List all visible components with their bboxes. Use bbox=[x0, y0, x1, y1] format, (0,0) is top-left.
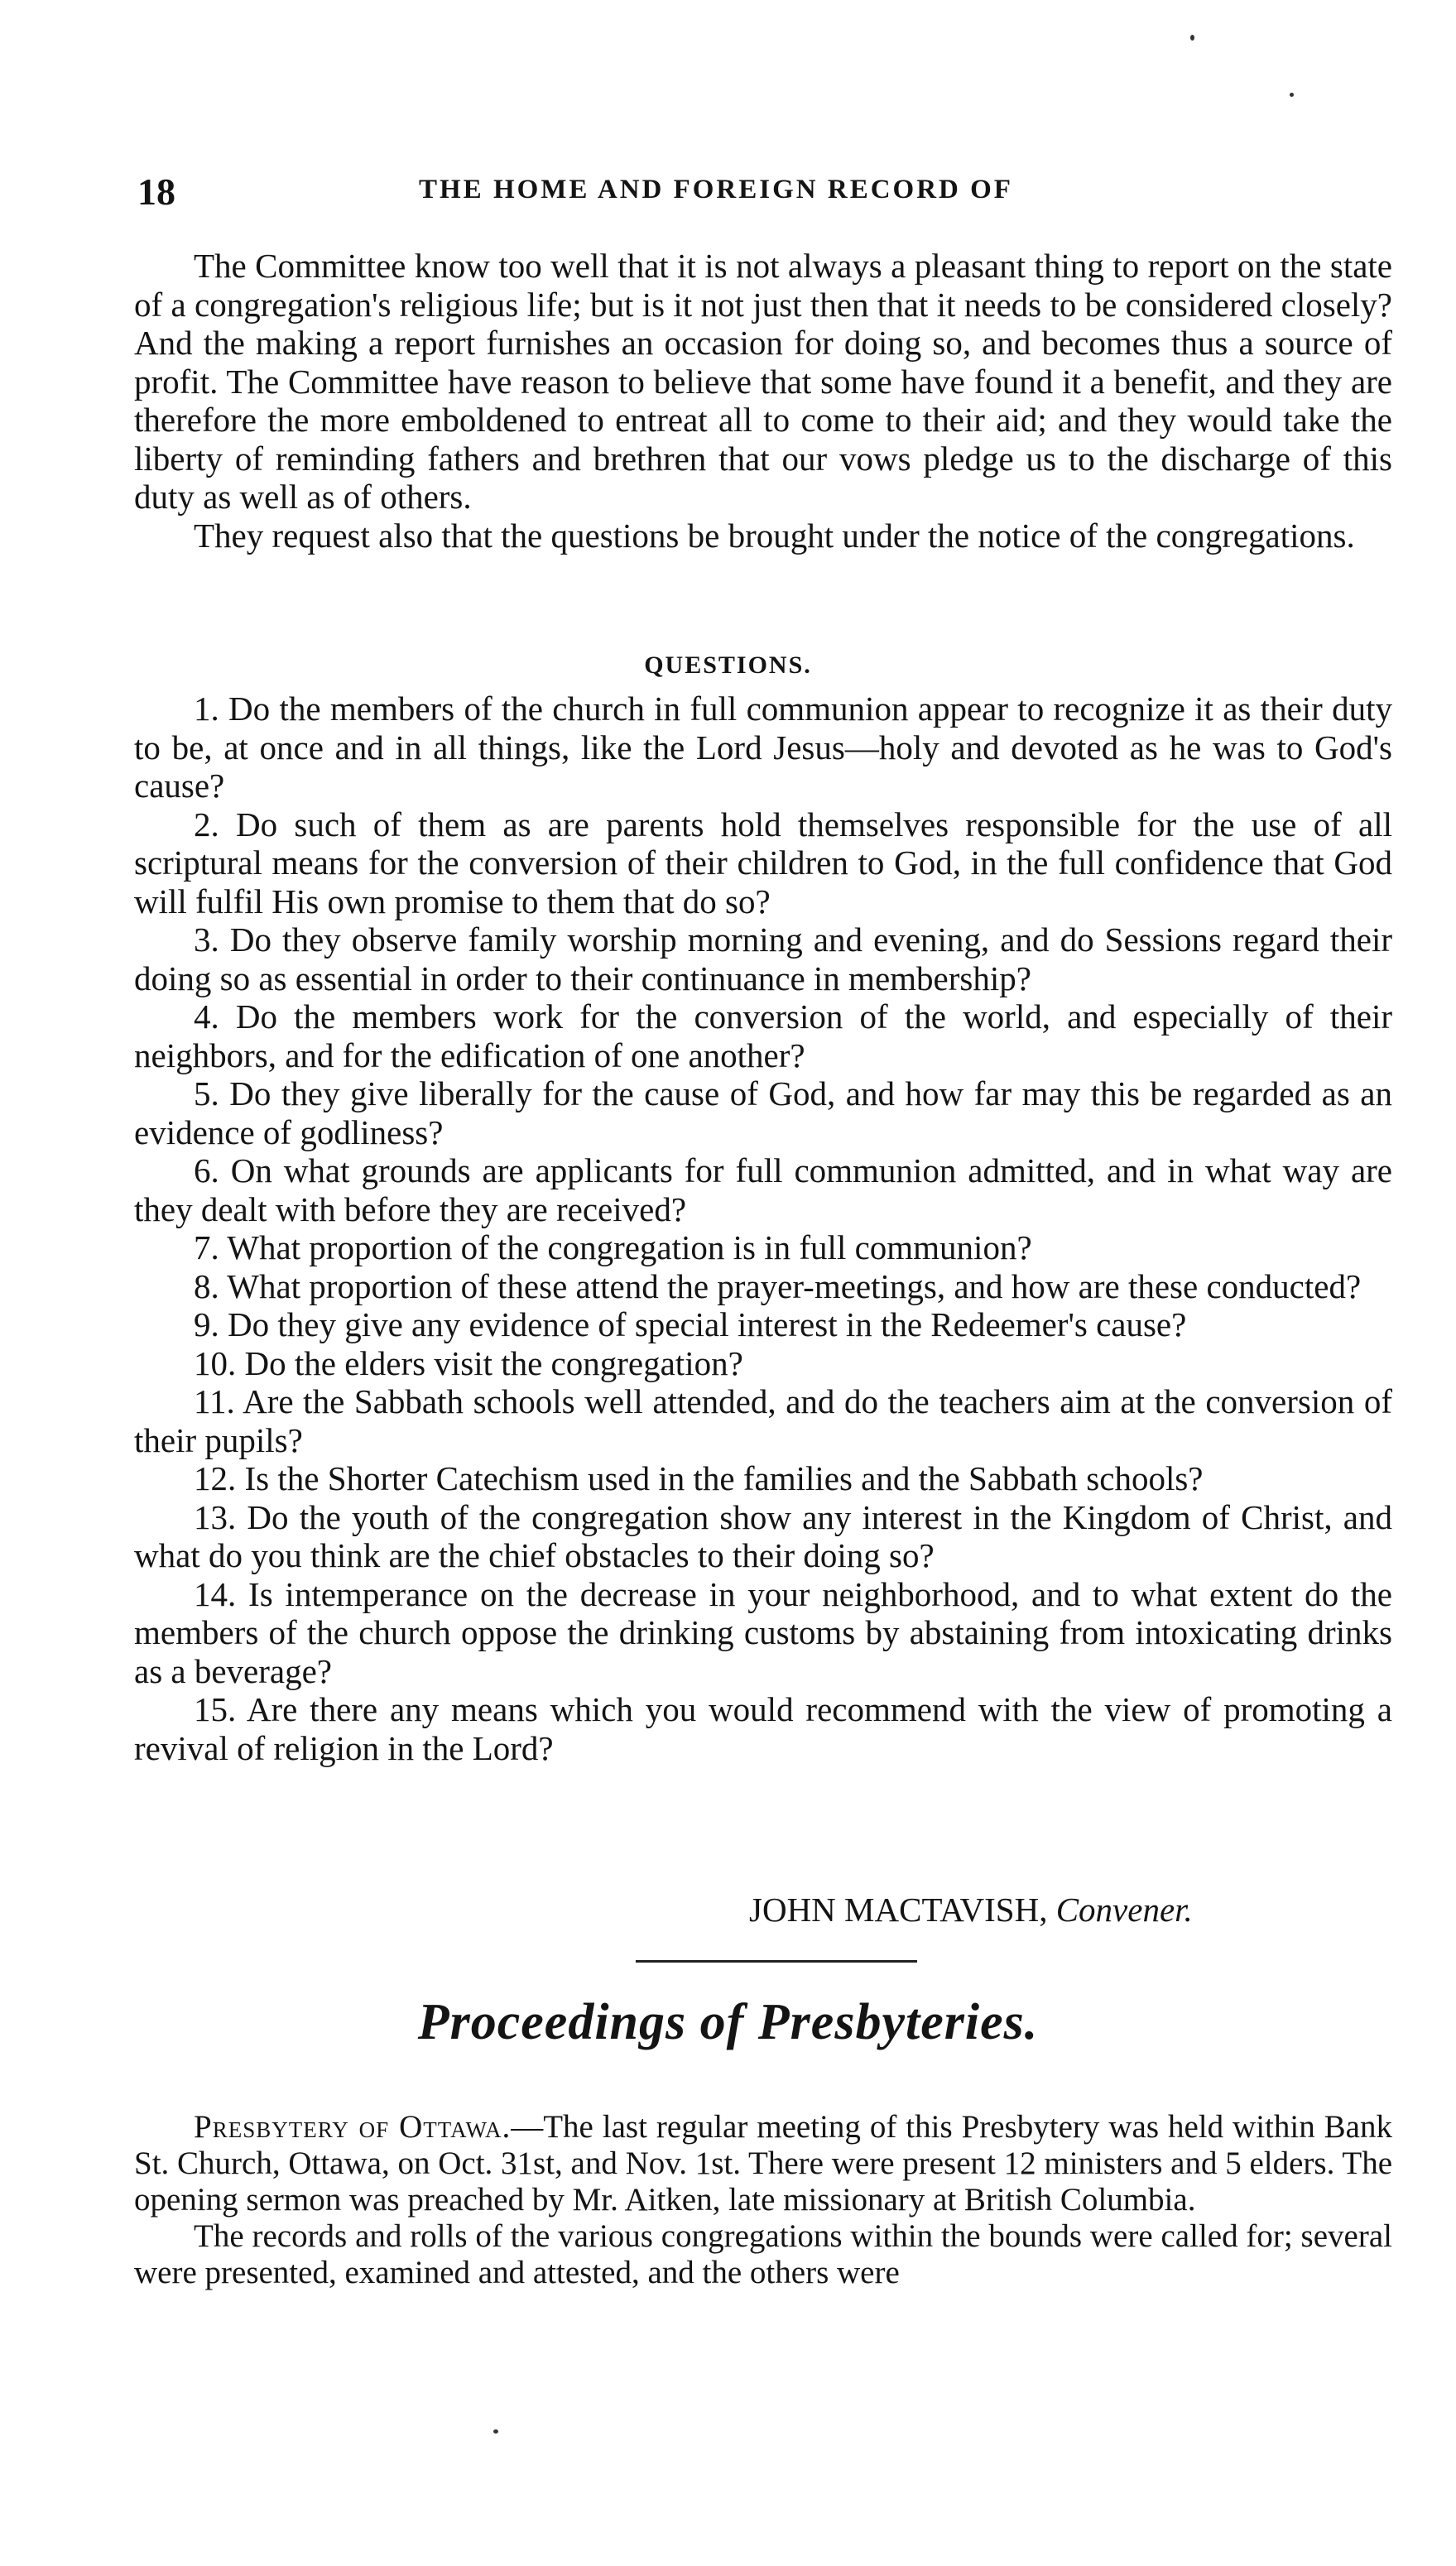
question-item: 1. Do the members of the church in full communion appear to recognize it as their duty to be, at once and in all things, like the Lord Jesus—holy and devoted as he was to God's cause? bbox=[134, 690, 1392, 805]
question-item: 9. Do they give any evidence of special interest in the Redeemer's cause? bbox=[194, 1305, 1187, 1343]
question-item: 4. Do the members work for the conversion of the world, and especially of their neighbors, and for the edification of one another? bbox=[134, 997, 1392, 1074]
question-item: 13. Do the youth of the congregation show any interest in the Kingdom of Christ, and what do you think are the chief obstacles to their doing so? bbox=[134, 1497, 1392, 1574]
proceedings-paragraph bbox=[134, 2109, 1392, 2218]
question-item: 2. Do such of them as are parents hold themselves responsible for the use of all scriptural means for the conversion of their children to God, in the full confidence that God will fulfil His own promise to them that do so? bbox=[134, 805, 1392, 920]
intro-paragraph: They request also that the questions be brought under the notice of the congregations. bbox=[194, 516, 1355, 555]
question-item: 15. Are there any means which you would recommend with the view of promoting a revival of religion in the Lord? bbox=[134, 1690, 1392, 1767]
questions-heading: QUESTIONS. bbox=[644, 651, 812, 679]
section-heading: Proceedings of Presbyteries. bbox=[417, 1994, 1039, 2050]
question-item: 8. What proportion of these attend the prayer-meetings, and how are these conducted? bbox=[194, 1266, 1362, 1305]
question-item: 14. Is intemperance on the decrease in your neighborhood, and to what extent do the members of the church oppose the drinking customs by abstaining from intoxicating drinks as a beverage? bbox=[134, 1574, 1392, 1690]
proceedings-text: —The last regular meeting of this Presbytery was held within Bank St. Church, Ottawa, on Oct. 31st, and Nov. 1st. There were present 12 ministers and 5 elders. The opening sermon was preached by Mr. Aitken, late missionary at British Columbia. bbox=[134, 2109, 1392, 2218]
intro-paragraph: The Committee know too well that it is not always a pleasant thing to report on the state of a congregation's religious life; but is it not just then that it needs to be considered closely? And the making a report furnishes an occasion for doing so, and becomes thus a source of profit. The Committee have reason to believe that some have found it a benefit, and they are therefore the more emboldened to entreat all to come to their aid; and they would take the liberty of reminding fathers and brethren that our vows pledge us to the discharge of this duty as well as of others. bbox=[134, 247, 1392, 516]
question-item: 7. What proportion of the congregation is in full communion? bbox=[194, 1228, 1032, 1266]
signature bbox=[749, 1890, 1193, 1929]
intro-section bbox=[134, 247, 1392, 555]
question-item: 11. Are the Sabbath schools well attended, and do the teachers aim at the conversion of their pupils? bbox=[134, 1382, 1392, 1459]
scan-speck bbox=[493, 2429, 498, 2434]
presbytery-name: Presbytery of Ottawa. bbox=[194, 2109, 512, 2145]
signature-role: Convener. bbox=[1055, 1891, 1193, 1929]
proceedings-section bbox=[134, 2109, 1392, 2291]
scan-speck bbox=[1190, 35, 1194, 41]
question-item: 6. On what grounds are applicants for full communion admitted, and in what way are they dealt with before they are received? bbox=[134, 1151, 1392, 1228]
section-divider bbox=[636, 1960, 917, 1963]
scan-speck bbox=[1290, 93, 1294, 97]
question-item: 5. Do they give liberally for the cause of God, and how far may this be regarded as an evidence of godliness? bbox=[134, 1074, 1392, 1151]
questions-list bbox=[134, 690, 1392, 1767]
running-head: THE HOME AND FOREIGN RECORD OF bbox=[419, 175, 1013, 204]
proceedings-paragraph: The records and rolls of the various congregations within the bounds were called for; several were presented, examined and attested, and the others were bbox=[134, 2218, 1392, 2290]
question-item: 10. Do the elders visit the congregation? bbox=[194, 1343, 743, 1382]
page-number: 18 bbox=[137, 171, 175, 213]
page-header bbox=[137, 170, 1396, 219]
question-item: 12. Is the Shorter Catechism used in the families and the Sabbath schools? bbox=[194, 1459, 1204, 1497]
question-item: 3. Do they observe family worship morning and evening, and do Sessions regard their doing so as essential in order to their continuance in membership? bbox=[134, 920, 1392, 997]
signature-name: JOHN MACTAVISH, bbox=[749, 1891, 1048, 1929]
